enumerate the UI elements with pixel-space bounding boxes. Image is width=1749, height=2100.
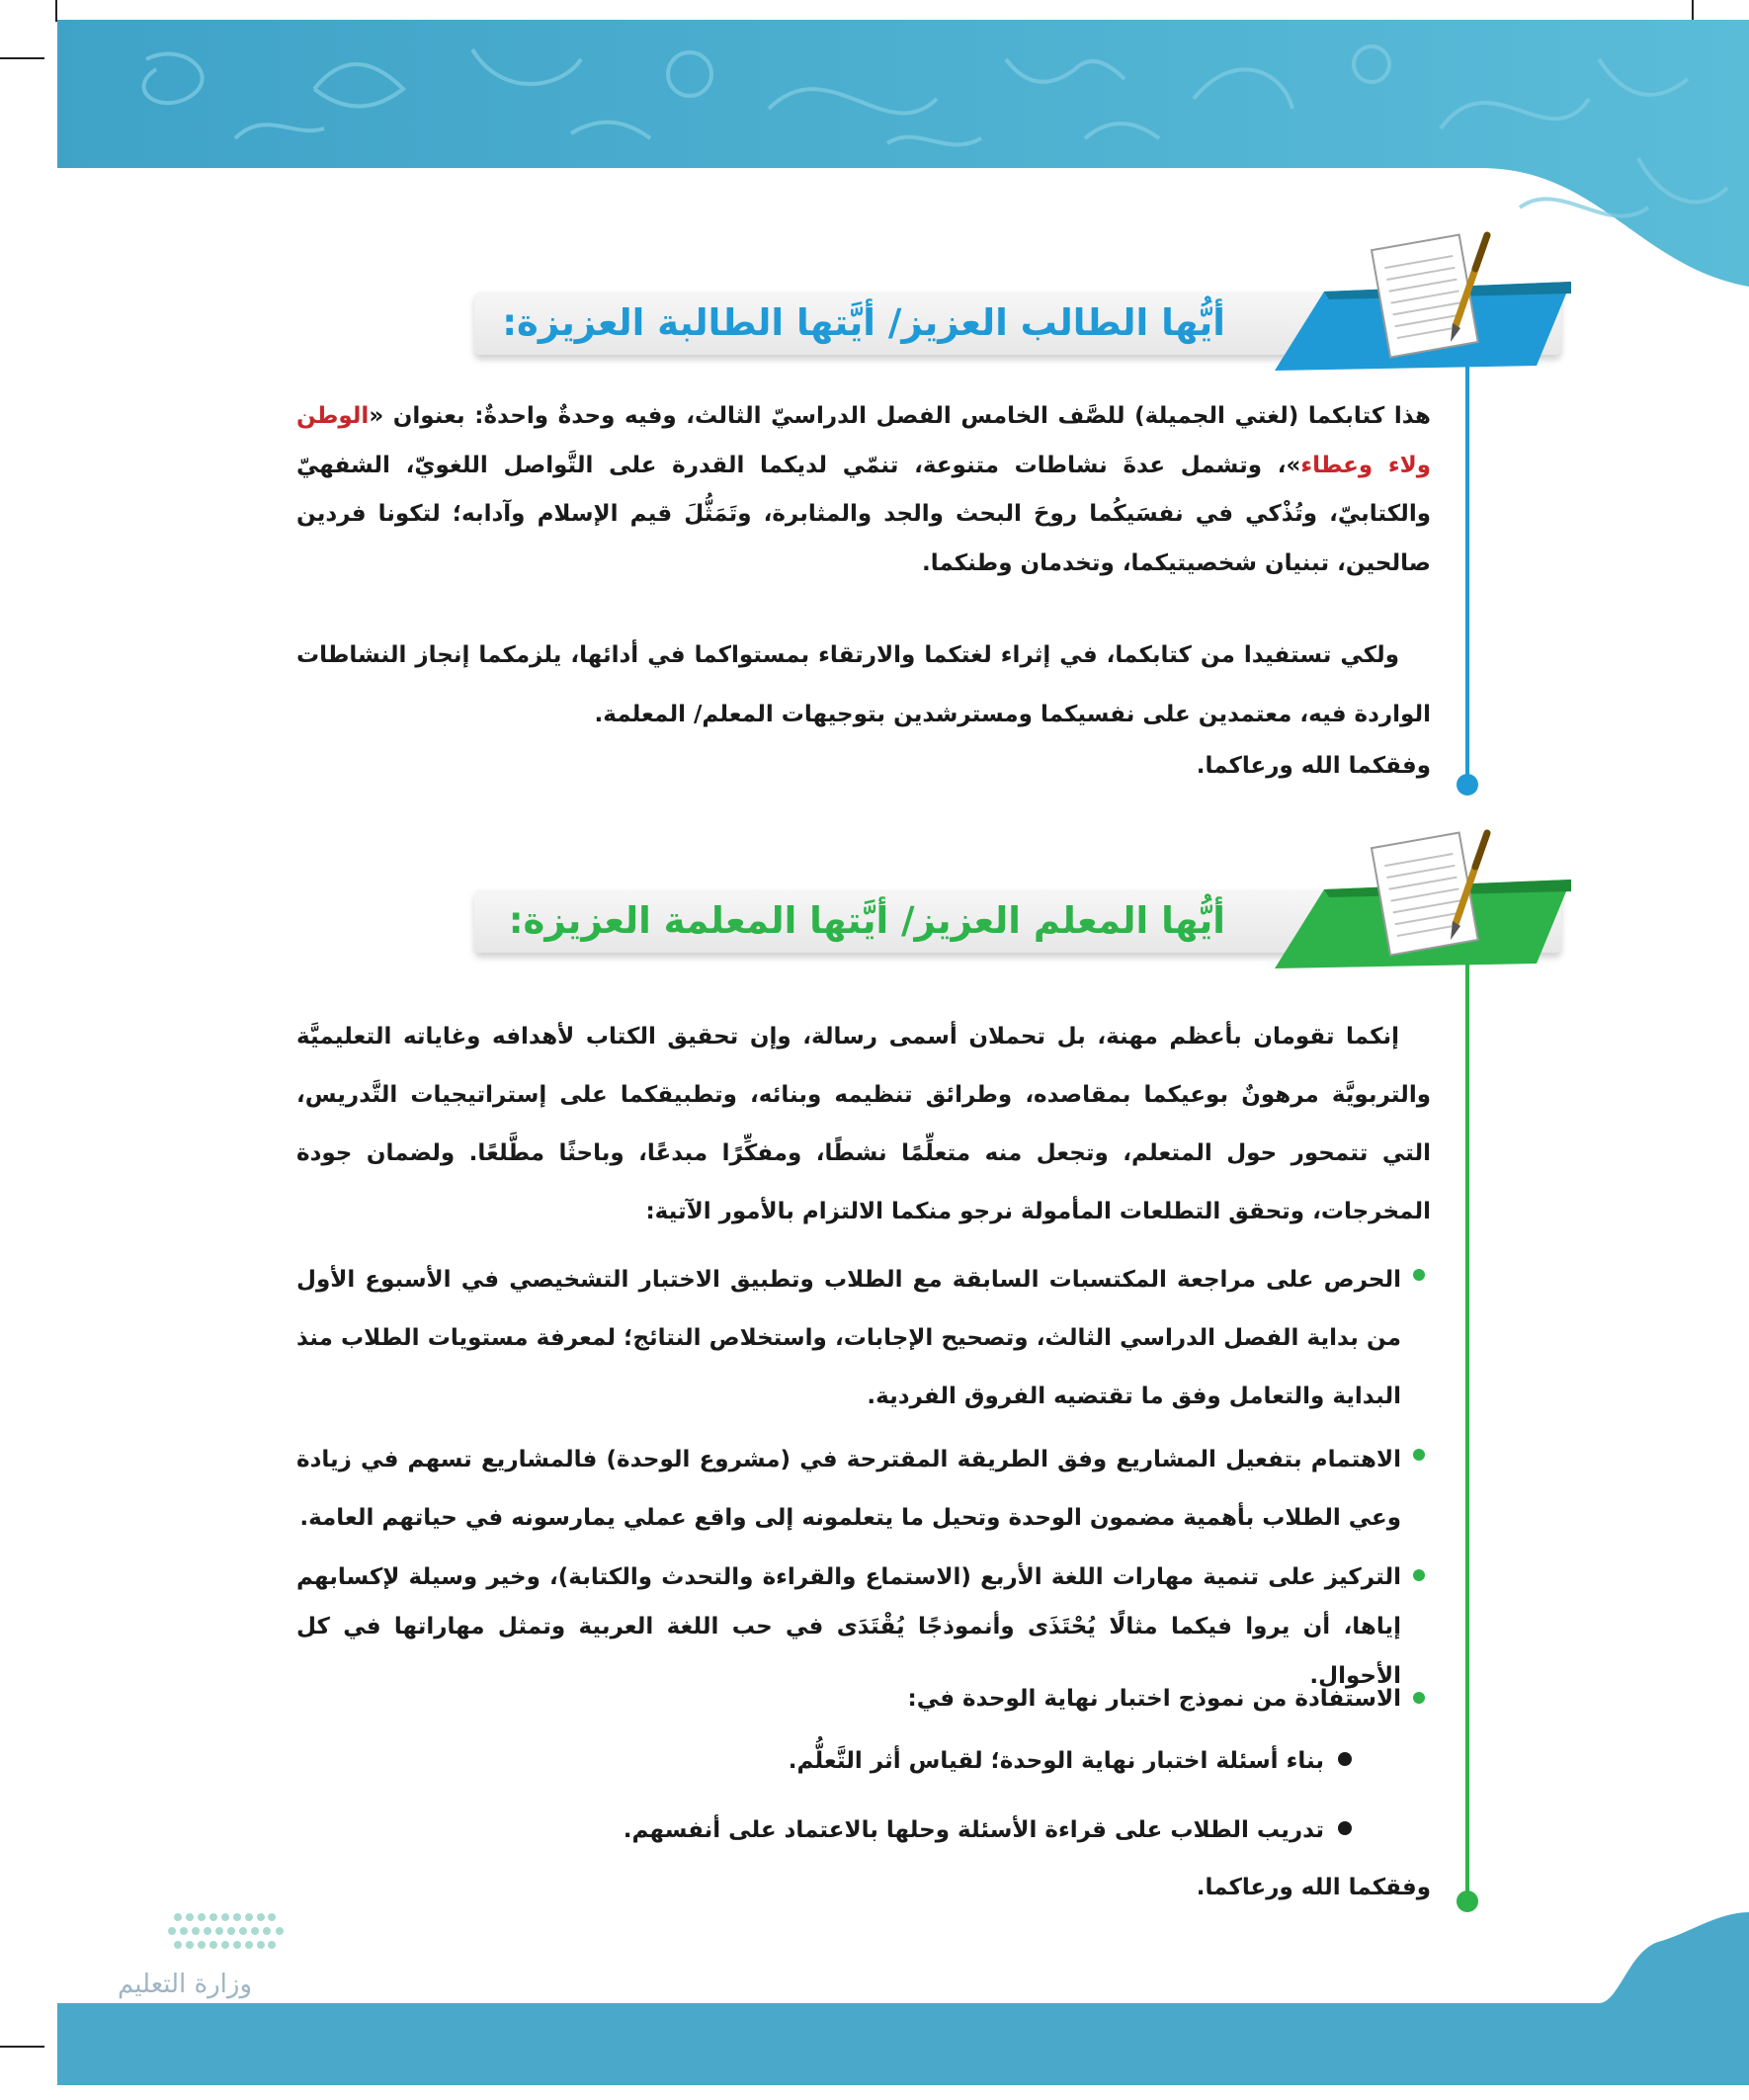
blue-line-end-dot <box>1457 774 1478 796</box>
teacher-bullet-2: الاهتمام بتفعيل المشاريع وفق الطريقة المقترحة في (مشروع الوحدة) فالمشاريع تسهم في زيادة وعي الطلاب بأهمية مضمون الوحدة وتحيل ما يتعلمونه إلى واقع عملي يمارسونه في حياتهم العامة. <box>296 1447 1401 1531</box>
green-vertical-line <box>1465 964 1469 1902</box>
student-paragraph-1 <box>296 392 1431 588</box>
green-bullet-dot <box>1413 1569 1425 1581</box>
student-section-title: أيُّها الطالب العزيز/ أيَّتها الطالبة العزيزة: <box>502 301 1225 344</box>
blue-vertical-line <box>1465 361 1469 784</box>
teacher-intro-paragraph: إنكما تقومان بأعظم مهنة، بل تحملان أسمى رسالة، وإن تحقيق الكتاب لأهدافه وغاياته التعليميَّة والتربويَّة مرهونٌ بوعيكما بمقاصده، وطرائق تنظيمه وبنائه، وتطبيقكما على إستراتيجيات التَّدريس، التي تتمحور حول المتعلم، وتجعل منه متعلِّمًا نشطًا، ومفكِّرًا مبدعًا، وباحثًا مطَّلعًا. ولضمان جودة المخرجات، وتحقق التطلعات المأمولة نرجو منكما الالتزام بالأمور الآتية: <box>296 1024 1431 1224</box>
student-p1-text-start: هذا كتابكما (لغتي الجميلة) للصَّف الخامس الفصل الدراسيّ الثالث، وفيه وحدةٌ واحدةٌ: بعنوان « <box>369 403 1431 429</box>
teacher-sub-bullet-2: تدريب الطلاب على قراءة الأسئلة وحلها بالاعتماد على أنفسهم. <box>623 1817 1324 1843</box>
green-bullet-dot <box>1413 1692 1425 1704</box>
student-closing: وفقكما الله ورعاكما. <box>1196 753 1431 779</box>
green-line-end-dot <box>1457 1890 1478 1912</box>
paper-pen-icon <box>1359 825 1502 959</box>
teacher-closing: وفقكما الله ورعاكما. <box>1196 1875 1431 1900</box>
paper-pen-icon <box>1359 227 1502 361</box>
black-sub-bullet-dot <box>1338 1752 1352 1766</box>
crop-mark <box>0 57 44 59</box>
ministry-logo-icon <box>94 1897 331 2036</box>
crop-mark <box>1692 0 1694 22</box>
teacher-section-title: أيُّها المعلم العزيز/ أيَّتها المعلمة العزيزة: <box>508 899 1225 942</box>
teacher-sub-bullet-1: بناء أسئلة اختبار نهاية الوحدة؛ لقياس أثر التَّعلُّم. <box>788 1748 1324 1774</box>
student-p1-text-end: »، وتشمل عدةَ نشاطات متنوعة، تنمّي لديكما القدرة على التَّواصل اللغويّ، الشفهيّ والكتابيّ، وتُذْكي في نفسَيكُما روحَ البحث والجد والمثابرة، وتَمَثُّلَ قيم الإسلام وآدابه؛ لتكونا فردين صالحين، تبنيان شخصيتيكما، وتخدمان وطنكما. <box>296 452 1431 576</box>
ministry-name: وزارة التعليم <box>117 1970 253 1999</box>
crop-mark <box>0 2046 44 2048</box>
crop-mark <box>55 0 57 22</box>
teacher-bullet-4: الاستفادة من نموذج اختبار نهاية الوحدة في: <box>907 1686 1401 1712</box>
green-bullet-dot <box>1413 1449 1425 1461</box>
black-sub-bullet-dot <box>1338 1821 1352 1835</box>
teacher-bullet-3: التركيز على تنمية مهارات اللغة الأربع (الاستماع والقراءة والتحدث والكتابة)، وخير وسيلة لإكسابهم إياها، أن يروا فيكما مثالًا يُحْتَذَى وأنموذجًا يُقْتَدَى في حب اللغة العربية وتمثل مهاراتها في كل الأحوال. <box>296 1564 1401 1689</box>
page-number: ٦ <box>1609 1922 1635 1973</box>
green-bullet-dot <box>1413 1269 1425 1281</box>
unit-title-highlight: الوطن ولاء وعطاء <box>296 403 1431 478</box>
student-paragraph-2: ولكي تستفيدا من كتابكما، في إثراء لغتكما والارتقاء بمستواكما في أدائها، يلزمكما إنجاز النشاطات الواردة فيه، معتمدين على نفسيكما ومسترشدين بتوجيهات المعلم/ المعلمة. <box>296 642 1431 727</box>
teacher-bullet-1: الحرص على مراجعة المكتسبات السابقة مع الطلاب وتطبيق الاختبار التشخيصي في الأسبوع الأول من بداية الفصل الدراسي الثالث، وتصحيح الإجابات، واستخلاص النتائج؛ لمعرفة مستويات الطلاب منذ البداية والتعامل وفق ما تقتضيه الفروق الفردية. <box>296 1267 1401 1409</box>
